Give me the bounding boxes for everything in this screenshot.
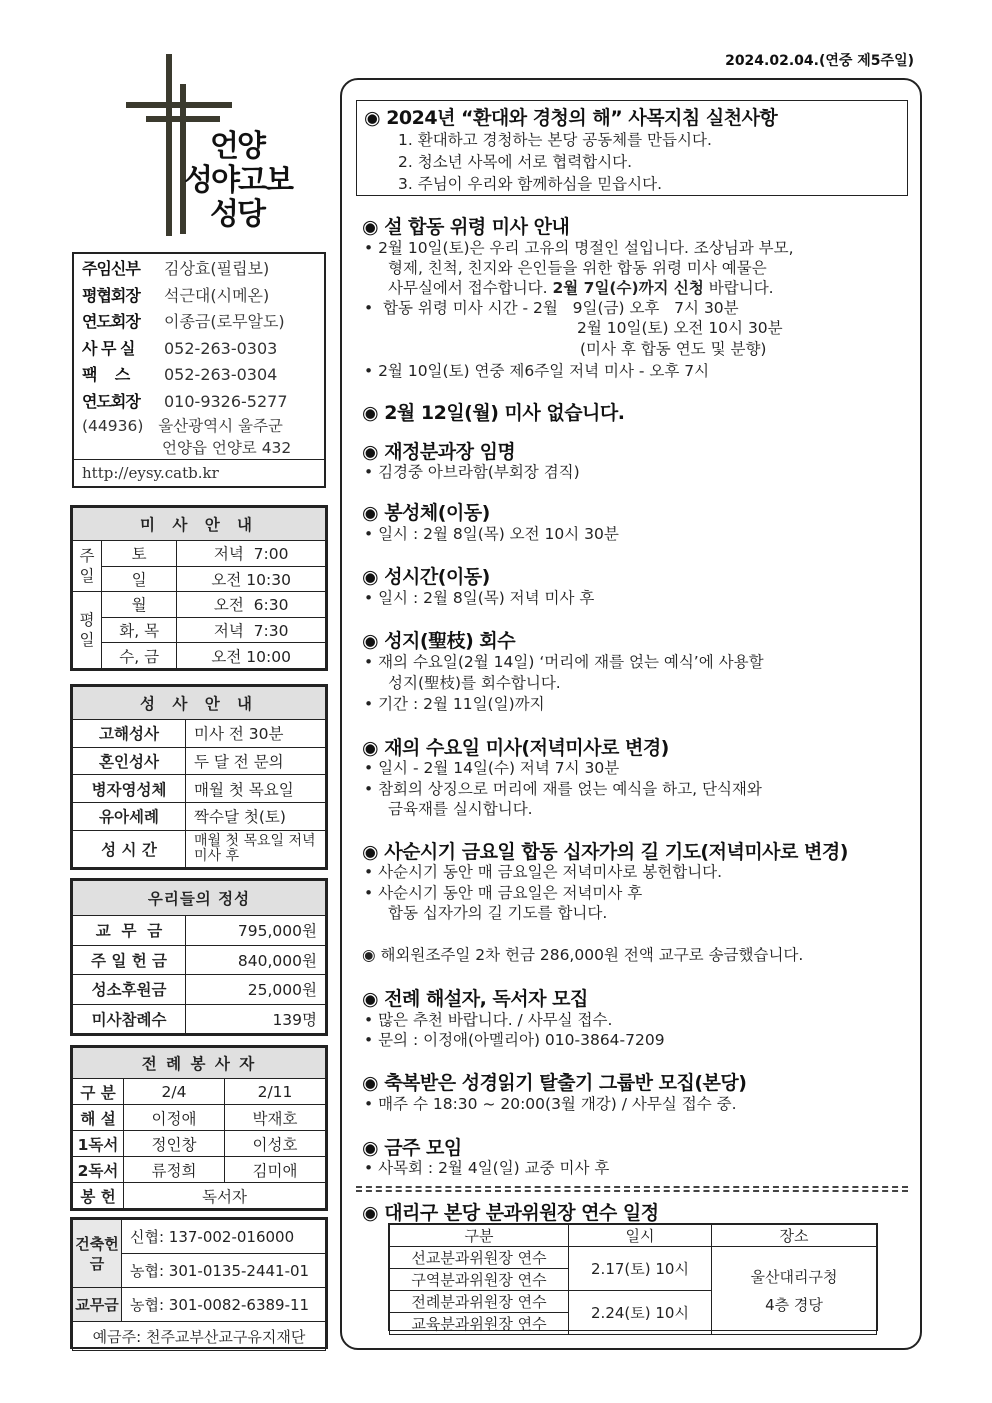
sacrament-title: 성 사 안 내 bbox=[73, 687, 326, 720]
info-row: 연도회장 010-9326-5277 bbox=[82, 391, 288, 411]
sacrament-info: 짝수달 첫(토) bbox=[186, 803, 326, 831]
server-role: 봉 헌 bbox=[73, 1183, 124, 1209]
offering-title: 우리들의 정성 bbox=[73, 881, 326, 916]
offering-amount: 25,000원 bbox=[186, 975, 326, 1005]
section-title: ◉ 2월 12일(월) 미사 없습니다. bbox=[362, 402, 625, 424]
sacrament-info: 매월 첫 목요일 bbox=[186, 775, 326, 803]
website-link[interactable]: http://eysy.catb.kr bbox=[74, 459, 324, 486]
mass-time: 저녁 7:30 bbox=[177, 617, 326, 643]
sunday-label: 주일 bbox=[73, 541, 102, 592]
mass-day: 일 bbox=[102, 566, 177, 592]
offering-table bbox=[70, 878, 328, 1036]
section-title: ◉ 대리구 본당 분과위원장 연수 일정 bbox=[362, 1202, 659, 1224]
bullet-text: 금육재를 실시합니다. bbox=[388, 800, 533, 818]
account-number: 농협: 301-0135-2441-01 bbox=[122, 1254, 326, 1288]
bullet-text: • 매주 수 18:30 ~ 20:00(3월 개강) / 사무실 접수 중. bbox=[364, 1095, 737, 1113]
sacrament-name: 유아세례 bbox=[73, 803, 186, 831]
section-title: ◉ 봉성체(이동) bbox=[362, 502, 490, 524]
server-name: 김미애 bbox=[225, 1157, 326, 1183]
training-date: 2.24(토) 10시 bbox=[569, 1291, 712, 1335]
servers-title: 전 례 봉 사 자 bbox=[73, 1048, 326, 1079]
address: (44936) 울산광역시 울주군 언양읍 언양로 432 bbox=[82, 417, 292, 457]
committee-name: 전례분과위원장 연수 bbox=[390, 1291, 569, 1313]
servers-head: 2/11 bbox=[225, 1079, 326, 1105]
server-name: 이성호 bbox=[225, 1131, 326, 1157]
committee-name: 선교분과위원장 연수 bbox=[390, 1247, 569, 1269]
server-name: 정인창 bbox=[124, 1131, 225, 1157]
servers-head: 2/4 bbox=[124, 1079, 225, 1105]
offering-label: 교 무 금 bbox=[73, 916, 186, 946]
server-role: 해 설 bbox=[73, 1105, 124, 1131]
mass-time: 오전 10:00 bbox=[177, 643, 326, 669]
pastoral-item: 1. 환대하고 경청하는 본당 공동체를 만듭시다. bbox=[398, 131, 712, 149]
table-head: 구분 bbox=[390, 1225, 569, 1247]
committee-name: 구역분과위원장 연수 bbox=[390, 1269, 569, 1291]
servers-head: 구 분 bbox=[73, 1079, 124, 1105]
section-title: ◉ 설 합동 위령 미사 안내 bbox=[362, 216, 570, 238]
account-holder: 예금주: 천주교부산교구유지재단 bbox=[73, 1322, 326, 1351]
section-title: ◉ 전례 해설자, 독서자 모집 bbox=[362, 988, 588, 1010]
server-role: 1독서 bbox=[73, 1131, 124, 1157]
mass-time: 오전 10:30 bbox=[177, 566, 326, 592]
info-row: 팩 스 052-263-0304 bbox=[82, 365, 278, 384]
bullet-text: • 2월 10일(토)은 우리 고유의 명절인 설입니다. 조상님과 부모, bbox=[364, 239, 794, 257]
sacrament-info: 매월 첫 목요일 저녁미사 후 bbox=[186, 830, 326, 867]
server-name: 류정희 bbox=[124, 1157, 225, 1183]
server-role: 2독서 bbox=[73, 1157, 124, 1183]
issue-date: 2024.02.04.(연중 제5주일) bbox=[725, 53, 914, 69]
offering-amount: 795,000원 bbox=[186, 916, 326, 946]
building-fund-label: 건축헌금 bbox=[73, 1220, 122, 1288]
training-schedule-table bbox=[388, 1223, 878, 1331]
parish-name: 언양 성야고보 성당 bbox=[184, 129, 292, 232]
info-row: 사 무 실 052-263-0303 bbox=[82, 338, 278, 358]
info-row: 연도회장 이종금(로무알도) bbox=[82, 312, 285, 331]
bullet-text: 2월 10일(토) 오전 10시 30분 bbox=[577, 319, 783, 337]
table-head: 일시 bbox=[569, 1225, 712, 1247]
pastoral-item: 3. 주님이 우리와 함께하심을 믿읍시다. bbox=[398, 175, 663, 193]
pastoral-item: 2. 청소년 사목에 서로 협력합시다. bbox=[398, 153, 633, 171]
sacrament-name: 고해성사 bbox=[73, 720, 186, 748]
bullet-text: • 2월 10일(토) 연중 제6주일 저녁 미사 - 오후 7시 bbox=[364, 362, 710, 380]
divider bbox=[356, 1190, 908, 1192]
bullet-text: 성지(聖枝)를 회수합니다. bbox=[388, 674, 561, 692]
committee-name: 교육분과위원장 연수 bbox=[390, 1313, 569, 1335]
bullet-text: • 사순시기 동안 매 금요일은 저녁미사로 봉헌합니다. bbox=[364, 863, 723, 881]
mass-title: 미 사 안 내 bbox=[73, 508, 326, 541]
training-place: 울산대리구청 4층 경당 bbox=[712, 1247, 877, 1335]
table-head: 장소 bbox=[712, 1225, 877, 1247]
sacrament-info: 미사 전 30분 bbox=[186, 720, 326, 748]
weekday-label: 평일 bbox=[73, 592, 102, 669]
bullet-text: 합동 십자가의 길 기도를 합니다. bbox=[388, 904, 608, 922]
training-date: 2.17(토) 10시 bbox=[569, 1247, 712, 1291]
bullet-text: • 참회의 상징으로 머리에 재를 얹는 예식을 하고, 단식재와 bbox=[364, 780, 762, 798]
dues-label: 교무금 bbox=[73, 1288, 122, 1322]
mass-time: 오전 6:30 bbox=[177, 592, 326, 618]
section-title: ◉ 성지(聖枝) 회수 bbox=[362, 630, 516, 652]
bullet-text: 형제, 친척, 친지와 은인들을 위한 합동 위령 미사 예물은 bbox=[388, 259, 767, 277]
server-name: 이정애 bbox=[124, 1105, 225, 1131]
bullet-text: • 일시 : 2월 8일(목) 오전 10시 30분 bbox=[364, 525, 619, 543]
offering-label: 주 일 헌 금 bbox=[73, 945, 186, 975]
account-number: 농협: 301-0082-6389-11 bbox=[122, 1288, 326, 1322]
section-title: ◉ 재의 수요일 미사(저녁미사로 변경) bbox=[362, 737, 669, 759]
section-title: ◉ 사순시기 금요일 합동 십자가의 길 기도(저녁미사로 변경) bbox=[362, 841, 848, 863]
offering-amount: 840,000원 bbox=[186, 945, 326, 975]
parish-info-box bbox=[72, 252, 326, 488]
sacrament-name: 혼인성사 bbox=[73, 747, 186, 775]
sacrament-table bbox=[70, 684, 328, 870]
bullet-text: • 문의 : 이정애(아멜리아) 010-3864-7209 bbox=[364, 1031, 665, 1049]
mass-day: 화, 목 bbox=[102, 617, 177, 643]
bank-account-table bbox=[70, 1217, 328, 1349]
mass-day: 수, 금 bbox=[102, 643, 177, 669]
bullet-text: 사무실에서 접수합니다. 2월 7일(수)까지 신청 바랍니다. bbox=[388, 279, 774, 297]
liturgy-servers-table bbox=[70, 1045, 328, 1211]
mass-schedule-table bbox=[70, 505, 328, 671]
bullet-text: • 기간 : 2월 11일(일)까지 bbox=[364, 695, 545, 713]
notice-text: ◉ 해외원조주일 2차 헌금 286,000원 전액 교구로 송금했습니다. bbox=[362, 946, 804, 964]
bullet-text: • 합동 위령 미사 시간 - 2월 9일(금) 오후 7시 30분 bbox=[364, 299, 739, 317]
account-number: 신협: 137-002-016000 bbox=[122, 1220, 326, 1254]
info-row: 평협회장 석근대(시메온) bbox=[82, 285, 270, 305]
offering-amount: 139명 bbox=[186, 1004, 326, 1034]
mass-time: 저녁 7:00 bbox=[177, 541, 326, 567]
sacrament-info: 두 달 전 문의 bbox=[186, 747, 326, 775]
mass-day: 월 bbox=[102, 592, 177, 618]
bullet-text: • 사목회 : 2월 4일(일) 교중 미사 후 bbox=[364, 1159, 610, 1177]
mass-day: 토 bbox=[102, 541, 177, 567]
section-title: ◉ 성시간(이동) bbox=[362, 566, 490, 588]
bullet-text: • 일시 - 2월 14일(수) 저녁 7시 30분 bbox=[364, 759, 620, 777]
section-title: ◉ 재정분과장 임명 bbox=[362, 441, 516, 463]
bullet-text: • 사순시기 동안 매 금요일은 저녁미사 후 bbox=[364, 884, 643, 902]
parish-logo bbox=[120, 52, 320, 242]
bullet-text: • 많은 추천 바랍니다. / 사무실 접수. bbox=[364, 1011, 613, 1029]
info-row: 주임신부 김상효(필립보) bbox=[82, 259, 270, 278]
divider bbox=[356, 1186, 908, 1188]
bullet-text: • 일시 : 2월 8일(목) 저녁 미사 후 bbox=[364, 589, 595, 607]
sacrament-name: 성 시 간 bbox=[73, 830, 186, 867]
bullet-text: • 김경중 아브라함(부회장 겸직) bbox=[364, 463, 580, 481]
section-title: ◉ 금주 모임 bbox=[362, 1137, 462, 1159]
offering-label: 미사참례수 bbox=[73, 1004, 186, 1034]
server-name: 독서자 bbox=[124, 1183, 326, 1209]
sacrament-name: 병자영성체 bbox=[73, 775, 186, 803]
offering-label: 성소후원금 bbox=[73, 975, 186, 1005]
pastoral-title: ◉ 2024년 “환대와 경청의 해” 사목지침 실천사항 bbox=[364, 107, 778, 129]
server-name: 박재호 bbox=[225, 1105, 326, 1131]
bullet-text: • 재의 수요일(2월 14일) ‘머리에 재를 얹는 예식’에 사용할 bbox=[364, 653, 764, 671]
bullet-text: (미사 후 합동 연도 및 분향) bbox=[580, 340, 767, 358]
section-title: ◉ 축복받은 성경읽기 탈출기 그룹반 모집(본당) bbox=[362, 1072, 747, 1094]
